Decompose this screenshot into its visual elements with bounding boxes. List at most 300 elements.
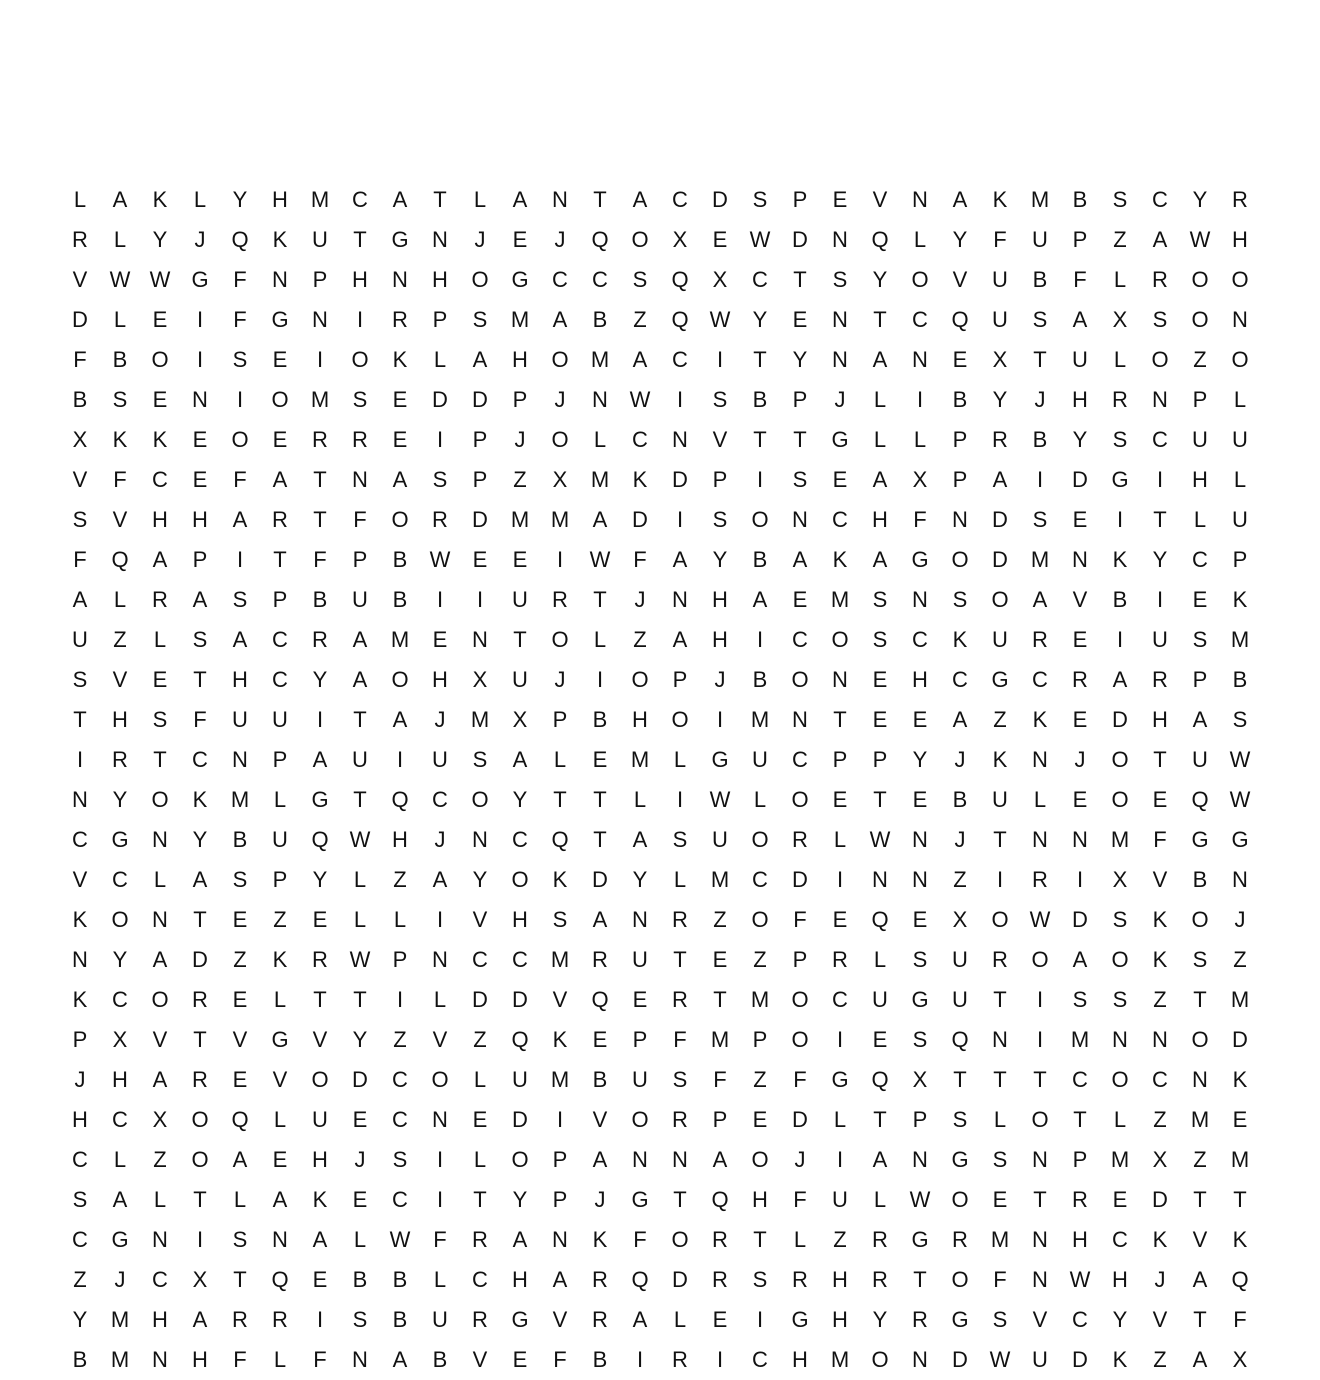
grid-letter[interactable]: O [151, 787, 169, 812]
grid-letter[interactable]: X [552, 467, 568, 492]
grid-letter[interactable]: U [1032, 227, 1048, 252]
grid-letter[interactable]: Z [833, 1227, 847, 1252]
grid-letter[interactable]: L [353, 1227, 367, 1252]
grid-letter[interactable]: D [712, 187, 728, 212]
grid-letter[interactable]: Z [753, 947, 767, 972]
grid-letter[interactable]: S [72, 507, 88, 532]
grid-letter[interactable]: N [152, 1227, 168, 1252]
grid-letter[interactable]: F [913, 507, 927, 532]
grid-letter[interactable]: G [631, 1187, 649, 1212]
grid-letter[interactable]: A [312, 1227, 328, 1252]
grid-letter[interactable]: Y [952, 227, 968, 252]
grid-letter[interactable]: T [673, 947, 687, 972]
grid-letter[interactable]: J [194, 227, 206, 252]
grid-letter[interactable]: V [432, 1027, 448, 1052]
grid-letter[interactable]: W [429, 547, 451, 572]
grid-letter[interactable]: N [352, 1347, 368, 1372]
grid-letter[interactable]: C [912, 627, 928, 652]
grid-letter[interactable]: M [710, 1027, 730, 1052]
grid-letter[interactable]: O [191, 1107, 209, 1132]
grid-letter[interactable]: N [1032, 1147, 1048, 1172]
grid-letter[interactable]: H [512, 347, 528, 372]
grid-letter[interactable]: O [1111, 747, 1129, 772]
grid-letter[interactable]: T [153, 747, 167, 772]
grid-letter[interactable]: J [74, 1067, 86, 1092]
grid-letter[interactable]: R [1072, 667, 1088, 692]
grid-letter[interactable]: Y [472, 867, 488, 892]
grid-letter[interactable]: D [1072, 467, 1088, 492]
grid-letter[interactable]: L [913, 427, 927, 452]
grid-letter[interactable]: H [72, 1107, 88, 1132]
grid-letter[interactable]: A [1152, 227, 1168, 252]
grid-letter[interactable]: Q [671, 307, 689, 332]
grid-letter[interactable]: S [752, 187, 768, 212]
grid-letter[interactable]: K [1152, 1227, 1168, 1252]
grid-letter[interactable]: N [1032, 1227, 1048, 1252]
grid-letter[interactable]: S [152, 707, 168, 732]
grid-letter[interactable]: C [752, 267, 768, 292]
grid-letter[interactable]: A [1072, 307, 1088, 332]
grid-letter[interactable]: O [631, 667, 649, 692]
grid-letter[interactable]: L [553, 747, 567, 772]
grid-letter[interactable]: F [313, 547, 327, 572]
grid-letter[interactable]: L [353, 907, 367, 932]
grid-letter[interactable]: P [792, 387, 808, 412]
grid-letter[interactable]: E [712, 227, 728, 252]
grid-letter[interactable]: O [111, 907, 129, 932]
grid-letter[interactable]: F [73, 547, 87, 572]
grid-letter[interactable]: S [1112, 187, 1128, 212]
grid-letter[interactable]: L [873, 387, 887, 412]
grid-letter[interactable]: M [310, 187, 330, 212]
grid-letter[interactable]: S [632, 267, 648, 292]
grid-letter[interactable]: N [152, 827, 168, 852]
grid-letter[interactable]: J [634, 587, 646, 612]
grid-letter[interactable]: B [1232, 667, 1248, 692]
grid-letter[interactable]: O [551, 427, 569, 452]
grid-letter[interactable]: T [993, 987, 1007, 1012]
grid-letter[interactable]: C [72, 1227, 88, 1252]
grid-letter[interactable]: B [752, 547, 768, 572]
grid-letter[interactable]: V [872, 187, 888, 212]
grid-letter[interactable]: N [832, 307, 848, 332]
grid-letter[interactable]: R [1112, 387, 1128, 412]
grid-letter[interactable]: C [1072, 1307, 1088, 1332]
grid-letter[interactable]: B [392, 1267, 408, 1292]
grid-letter[interactable]: E [1232, 1107, 1248, 1132]
grid-letter[interactable]: R [992, 427, 1008, 452]
grid-letter[interactable]: K [72, 987, 88, 1012]
grid-letter[interactable]: L [433, 347, 447, 372]
grid-letter[interactable]: S [1232, 707, 1248, 732]
grid-letter[interactable]: V [1192, 1227, 1208, 1252]
grid-letter[interactable]: Q [711, 1187, 729, 1212]
grid-letter[interactable]: L [593, 627, 607, 652]
grid-letter[interactable]: I [1156, 467, 1164, 492]
grid-letter[interactable]: Q [631, 1267, 649, 1292]
grid-letter[interactable]: L [153, 1187, 167, 1212]
grid-letter[interactable]: E [592, 747, 608, 772]
grid-letter[interactable]: W [1229, 747, 1251, 772]
grid-letter[interactable]: P [672, 667, 688, 692]
grid-letter[interactable]: I [1156, 587, 1164, 612]
grid-letter[interactable]: G [951, 1307, 969, 1332]
grid-letter[interactable]: B [392, 1307, 408, 1332]
grid-letter[interactable]: E [472, 547, 488, 572]
grid-letter[interactable]: E [752, 1107, 768, 1132]
grid-letter[interactable]: I [1036, 987, 1044, 1012]
grid-letter[interactable]: Q [271, 1267, 289, 1292]
grid-letter[interactable]: S [712, 387, 728, 412]
grid-letter[interactable]: U [1192, 747, 1208, 772]
grid-letter[interactable]: P [552, 1147, 568, 1172]
grid-letter[interactable]: E [512, 227, 528, 252]
grid-letter[interactable]: Q [951, 1027, 969, 1052]
grid-letter[interactable]: A [152, 947, 168, 972]
grid-letter[interactable]: C [272, 627, 288, 652]
grid-letter[interactable]: M [310, 387, 330, 412]
grid-letter[interactable]: O [751, 907, 769, 932]
grid-letter[interactable]: T [1153, 747, 1167, 772]
grid-letter[interactable]: G [1231, 827, 1249, 852]
grid-letter[interactable]: G [791, 1307, 809, 1332]
grid-letter[interactable]: Y [752, 307, 768, 332]
grid-letter[interactable]: O [1191, 267, 1209, 292]
grid-letter[interactable]: A [992, 467, 1008, 492]
grid-letter[interactable]: S [712, 507, 728, 532]
grid-letter[interactable]: Z [233, 947, 247, 972]
grid-letter[interactable]: F [233, 267, 247, 292]
grid-letter[interactable]: C [112, 987, 128, 1012]
grid-letter[interactable]: U [992, 627, 1008, 652]
grid-letter[interactable]: V [1072, 587, 1088, 612]
grid-letter[interactable]: T [1033, 1067, 1047, 1092]
grid-letter[interactable]: O [951, 547, 969, 572]
grid-letter[interactable]: L [273, 987, 287, 1012]
grid-letter[interactable]: M [1190, 1107, 1210, 1132]
grid-letter[interactable]: C [672, 347, 688, 372]
grid-letter[interactable]: Y [72, 1307, 88, 1332]
grid-letter[interactable]: E [272, 427, 288, 452]
grid-letter[interactable]: O [951, 1187, 969, 1212]
grid-letter[interactable]: I [756, 1307, 764, 1332]
grid-letter[interactable]: L [353, 867, 367, 892]
grid-letter[interactable]: N [872, 867, 888, 892]
grid-letter[interactable]: N [792, 707, 808, 732]
grid-letter[interactable]: C [392, 1187, 408, 1212]
grid-letter[interactable]: P [712, 467, 728, 492]
grid-letter[interactable]: R [1152, 267, 1168, 292]
grid-letter[interactable]: R [392, 307, 408, 332]
grid-letter[interactable]: L [1233, 467, 1247, 492]
grid-letter[interactable]: J [1154, 1267, 1166, 1292]
grid-letter[interactable]: Y [112, 787, 128, 812]
grid-letter[interactable]: B [1192, 867, 1208, 892]
grid-letter[interactable]: N [632, 1147, 648, 1172]
grid-letter[interactable]: A [592, 1147, 608, 1172]
grid-letter[interactable]: X [1152, 1147, 1168, 1172]
grid-letter[interactable]: C [512, 827, 528, 852]
grid-letter[interactable]: E [352, 1107, 368, 1132]
grid-letter[interactable]: T [873, 307, 887, 332]
grid-letter[interactable]: J [114, 1267, 126, 1292]
grid-letter[interactable]: L [833, 827, 847, 852]
grid-letter[interactable]: P [832, 747, 848, 772]
grid-letter[interactable]: T [833, 707, 847, 732]
grid-letter[interactable]: C [1192, 547, 1208, 572]
grid-letter[interactable]: T [193, 907, 207, 932]
grid-letter[interactable]: A [152, 547, 168, 572]
grid-letter[interactable]: H [832, 1307, 848, 1332]
grid-letter[interactable]: G [831, 1067, 849, 1092]
grid-letter[interactable]: Q [871, 1067, 889, 1092]
grid-letter[interactable]: X [152, 1107, 168, 1132]
grid-letter[interactable]: O [1151, 347, 1169, 372]
grid-letter[interactable]: L [633, 787, 647, 812]
grid-letter[interactable]: V [1032, 1307, 1048, 1332]
grid-letter[interactable]: N [1112, 1027, 1128, 1052]
grid-letter[interactable]: H [272, 187, 288, 212]
grid-letter[interactable]: N [1232, 307, 1248, 332]
grid-letter[interactable]: N [832, 227, 848, 252]
grid-letter[interactable]: E [1112, 1187, 1128, 1212]
grid-letter[interactable]: C [1072, 1067, 1088, 1092]
grid-letter[interactable]: W [109, 267, 131, 292]
grid-letter[interactable]: A [512, 747, 528, 772]
grid-letter[interactable]: Z [953, 867, 967, 892]
grid-letter[interactable]: Z [993, 707, 1007, 732]
grid-letter[interactable]: Y [632, 867, 648, 892]
grid-letter[interactable]: I [436, 587, 444, 612]
grid-letter[interactable]: H [152, 1307, 168, 1332]
grid-letter[interactable]: H [512, 1267, 528, 1292]
grid-letter[interactable]: Q [311, 827, 329, 852]
grid-letter[interactable]: N [672, 1147, 688, 1172]
grid-letter[interactable]: M [550, 947, 570, 972]
grid-letter[interactable]: N [432, 947, 448, 972]
grid-letter[interactable]: U [312, 227, 328, 252]
grid-letter[interactable]: O [1111, 947, 1129, 972]
grid-letter[interactable]: I [636, 1347, 644, 1372]
grid-letter[interactable]: L [1113, 267, 1127, 292]
grid-letter[interactable]: O [951, 1267, 969, 1292]
grid-letter[interactable]: G [911, 547, 929, 572]
grid-letter[interactable]: W [149, 267, 171, 292]
grid-letter[interactable]: K [272, 227, 288, 252]
grid-letter[interactable]: Y [1192, 187, 1208, 212]
grid-letter[interactable]: T [353, 987, 367, 1012]
grid-letter[interactable]: O [151, 987, 169, 1012]
grid-letter[interactable]: C [392, 1067, 408, 1092]
grid-letter[interactable]: S [112, 387, 128, 412]
grid-letter[interactable]: P [712, 1107, 728, 1132]
grid-letter[interactable]: T [953, 1067, 967, 1092]
grid-letter[interactable]: N [432, 1107, 448, 1132]
grid-letter[interactable]: K [1112, 547, 1128, 572]
grid-letter[interactable]: L [113, 227, 127, 252]
grid-letter[interactable]: U [1072, 347, 1088, 372]
grid-letter[interactable]: B [592, 1067, 608, 1092]
grid-letter[interactable]: D [472, 987, 488, 1012]
grid-letter[interactable]: I [916, 387, 924, 412]
grid-letter[interactable]: P [912, 1107, 928, 1132]
grid-letter[interactable]: N [912, 187, 928, 212]
grid-letter[interactable]: H [512, 907, 528, 932]
grid-letter[interactable]: T [593, 787, 607, 812]
grid-letter[interactable]: E [632, 987, 648, 1012]
grid-letter[interactable]: S [1192, 947, 1208, 972]
grid-letter[interactable]: S [1112, 987, 1128, 1012]
grid-letter[interactable]: M [1110, 1147, 1130, 1172]
grid-letter[interactable]: J [554, 667, 566, 692]
grid-letter[interactable]: S [392, 1147, 408, 1172]
grid-letter[interactable]: R [1032, 867, 1048, 892]
grid-letter[interactable]: V [232, 1027, 248, 1052]
grid-letter[interactable]: O [631, 1107, 649, 1132]
grid-letter[interactable]: O [1111, 787, 1129, 812]
grid-letter[interactable]: R [272, 507, 288, 532]
grid-letter[interactable]: B [392, 587, 408, 612]
grid-letter[interactable]: B [72, 387, 88, 412]
grid-letter[interactable]: E [512, 547, 528, 572]
grid-letter[interactable]: A [632, 1307, 648, 1332]
grid-letter[interactable]: U [832, 1187, 848, 1212]
grid-letter[interactable]: W [589, 547, 611, 572]
grid-letter[interactable]: P [872, 747, 888, 772]
grid-letter[interactable]: R [432, 507, 448, 532]
grid-letter[interactable]: D [992, 507, 1008, 532]
grid-letter[interactable]: N [552, 1227, 568, 1252]
grid-letter[interactable]: T [233, 1267, 247, 1292]
grid-letter[interactable]: O [351, 347, 369, 372]
grid-letter[interactable]: O [391, 667, 409, 692]
grid-letter[interactable]: H [1232, 227, 1248, 252]
grid-letter[interactable]: O [1191, 307, 1209, 332]
grid-letter[interactable]: M [710, 867, 730, 892]
grid-letter[interactable]: P [1072, 1147, 1088, 1172]
grid-letter[interactable]: L [393, 907, 407, 932]
grid-letter[interactable]: O [871, 1347, 889, 1372]
grid-letter[interactable]: R [712, 1227, 728, 1252]
grid-letter[interactable]: Z [1193, 347, 1207, 372]
grid-letter[interactable]: E [392, 387, 408, 412]
grid-letter[interactable]: Y [712, 547, 728, 572]
grid-letter[interactable]: R [152, 587, 168, 612]
grid-letter[interactable]: G [991, 667, 1009, 692]
grid-letter[interactable]: H [192, 507, 208, 532]
grid-letter[interactable]: E [872, 707, 888, 732]
grid-letter[interactable]: U [272, 707, 288, 732]
grid-letter[interactable]: B [1072, 187, 1088, 212]
grid-letter[interactable]: Y [112, 947, 128, 972]
grid-letter[interactable]: P [352, 547, 368, 572]
grid-letter[interactable]: M [510, 507, 530, 532]
grid-letter[interactable]: U [1192, 427, 1208, 452]
grid-letter[interactable]: E [912, 787, 928, 812]
grid-letter[interactable]: C [672, 187, 688, 212]
grid-letter[interactable]: E [792, 307, 808, 332]
grid-letter[interactable]: S [1152, 307, 1168, 332]
grid-letter[interactable]: G [311, 787, 329, 812]
grid-letter[interactable]: M [550, 507, 570, 532]
grid-letter[interactable]: Z [73, 1267, 87, 1292]
grid-letter[interactable]: Y [1072, 427, 1088, 452]
grid-letter[interactable]: R [912, 1307, 928, 1332]
grid-letter[interactable]: C [392, 1107, 408, 1132]
grid-letter[interactable]: P [752, 1027, 768, 1052]
grid-letter[interactable]: U [992, 307, 1008, 332]
grid-letter[interactable]: C [632, 427, 648, 452]
grid-letter[interactable]: A [72, 587, 88, 612]
grid-letter[interactable]: Q [871, 227, 889, 252]
grid-letter[interactable]: S [1112, 907, 1128, 932]
grid-letter[interactable]: X [1112, 307, 1128, 332]
grid-letter[interactable]: I [556, 1107, 564, 1132]
grid-letter[interactable]: D [72, 307, 88, 332]
grid-letter[interactable]: I [676, 387, 684, 412]
grid-letter[interactable]: P [552, 1187, 568, 1212]
grid-letter[interactable]: M [510, 307, 530, 332]
grid-letter[interactable]: P [1072, 227, 1088, 252]
grid-letter[interactable]: B [392, 547, 408, 572]
grid-letter[interactable]: D [432, 387, 448, 412]
grid-letter[interactable]: N [1232, 867, 1248, 892]
grid-letter[interactable]: J [434, 707, 446, 732]
grid-letter[interactable]: X [1232, 1347, 1248, 1372]
grid-letter[interactable]: B [1032, 427, 1048, 452]
grid-letter[interactable]: F [1153, 827, 1167, 852]
grid-letter[interactable]: Q [391, 787, 409, 812]
grid-letter[interactable]: A [312, 747, 328, 772]
grid-letter[interactable]: Q [951, 307, 969, 332]
grid-letter[interactable]: Z [1153, 987, 1167, 1012]
grid-letter[interactable]: G [1191, 827, 1209, 852]
grid-letter[interactable]: N [832, 347, 848, 372]
grid-letter[interactable]: R [992, 947, 1008, 972]
grid-letter[interactable]: J [1234, 907, 1246, 932]
grid-letter[interactable]: T [193, 1027, 207, 1052]
grid-letter[interactable]: W [349, 827, 371, 852]
grid-letter[interactable]: B [1032, 267, 1048, 292]
grid-letter[interactable]: T [353, 227, 367, 252]
grid-letter[interactable]: T [313, 987, 327, 1012]
grid-letter[interactable]: H [392, 827, 408, 852]
grid-letter[interactable]: D [1232, 1027, 1248, 1052]
grid-letter[interactable]: U [992, 267, 1008, 292]
grid-letter[interactable]: S [472, 747, 488, 772]
grid-letter[interactable]: Y [792, 347, 808, 372]
grid-letter[interactable]: H [1112, 1267, 1128, 1292]
grid-letter[interactable]: I [316, 347, 324, 372]
grid-letter[interactable]: A [632, 827, 648, 852]
grid-letter[interactable]: Y [872, 267, 888, 292]
grid-letter[interactable]: R [72, 227, 88, 252]
grid-letter[interactable]: A [672, 547, 688, 572]
grid-letter[interactable]: M [630, 747, 650, 772]
grid-letter[interactable]: K [632, 467, 648, 492]
grid-letter[interactable]: A [552, 307, 568, 332]
grid-letter[interactable]: I [1036, 1027, 1044, 1052]
grid-letter[interactable]: N [72, 787, 88, 812]
grid-letter[interactable]: C [752, 867, 768, 892]
grid-letter[interactable]: G [111, 1227, 129, 1252]
grid-letter[interactable]: H [832, 1267, 848, 1292]
grid-letter[interactable]: E [912, 907, 928, 932]
grid-letter[interactable]: R [1032, 627, 1048, 652]
grid-letter[interactable]: G [111, 827, 129, 852]
grid-letter[interactable]: P [432, 307, 448, 332]
grid-letter[interactable]: S [912, 947, 928, 972]
